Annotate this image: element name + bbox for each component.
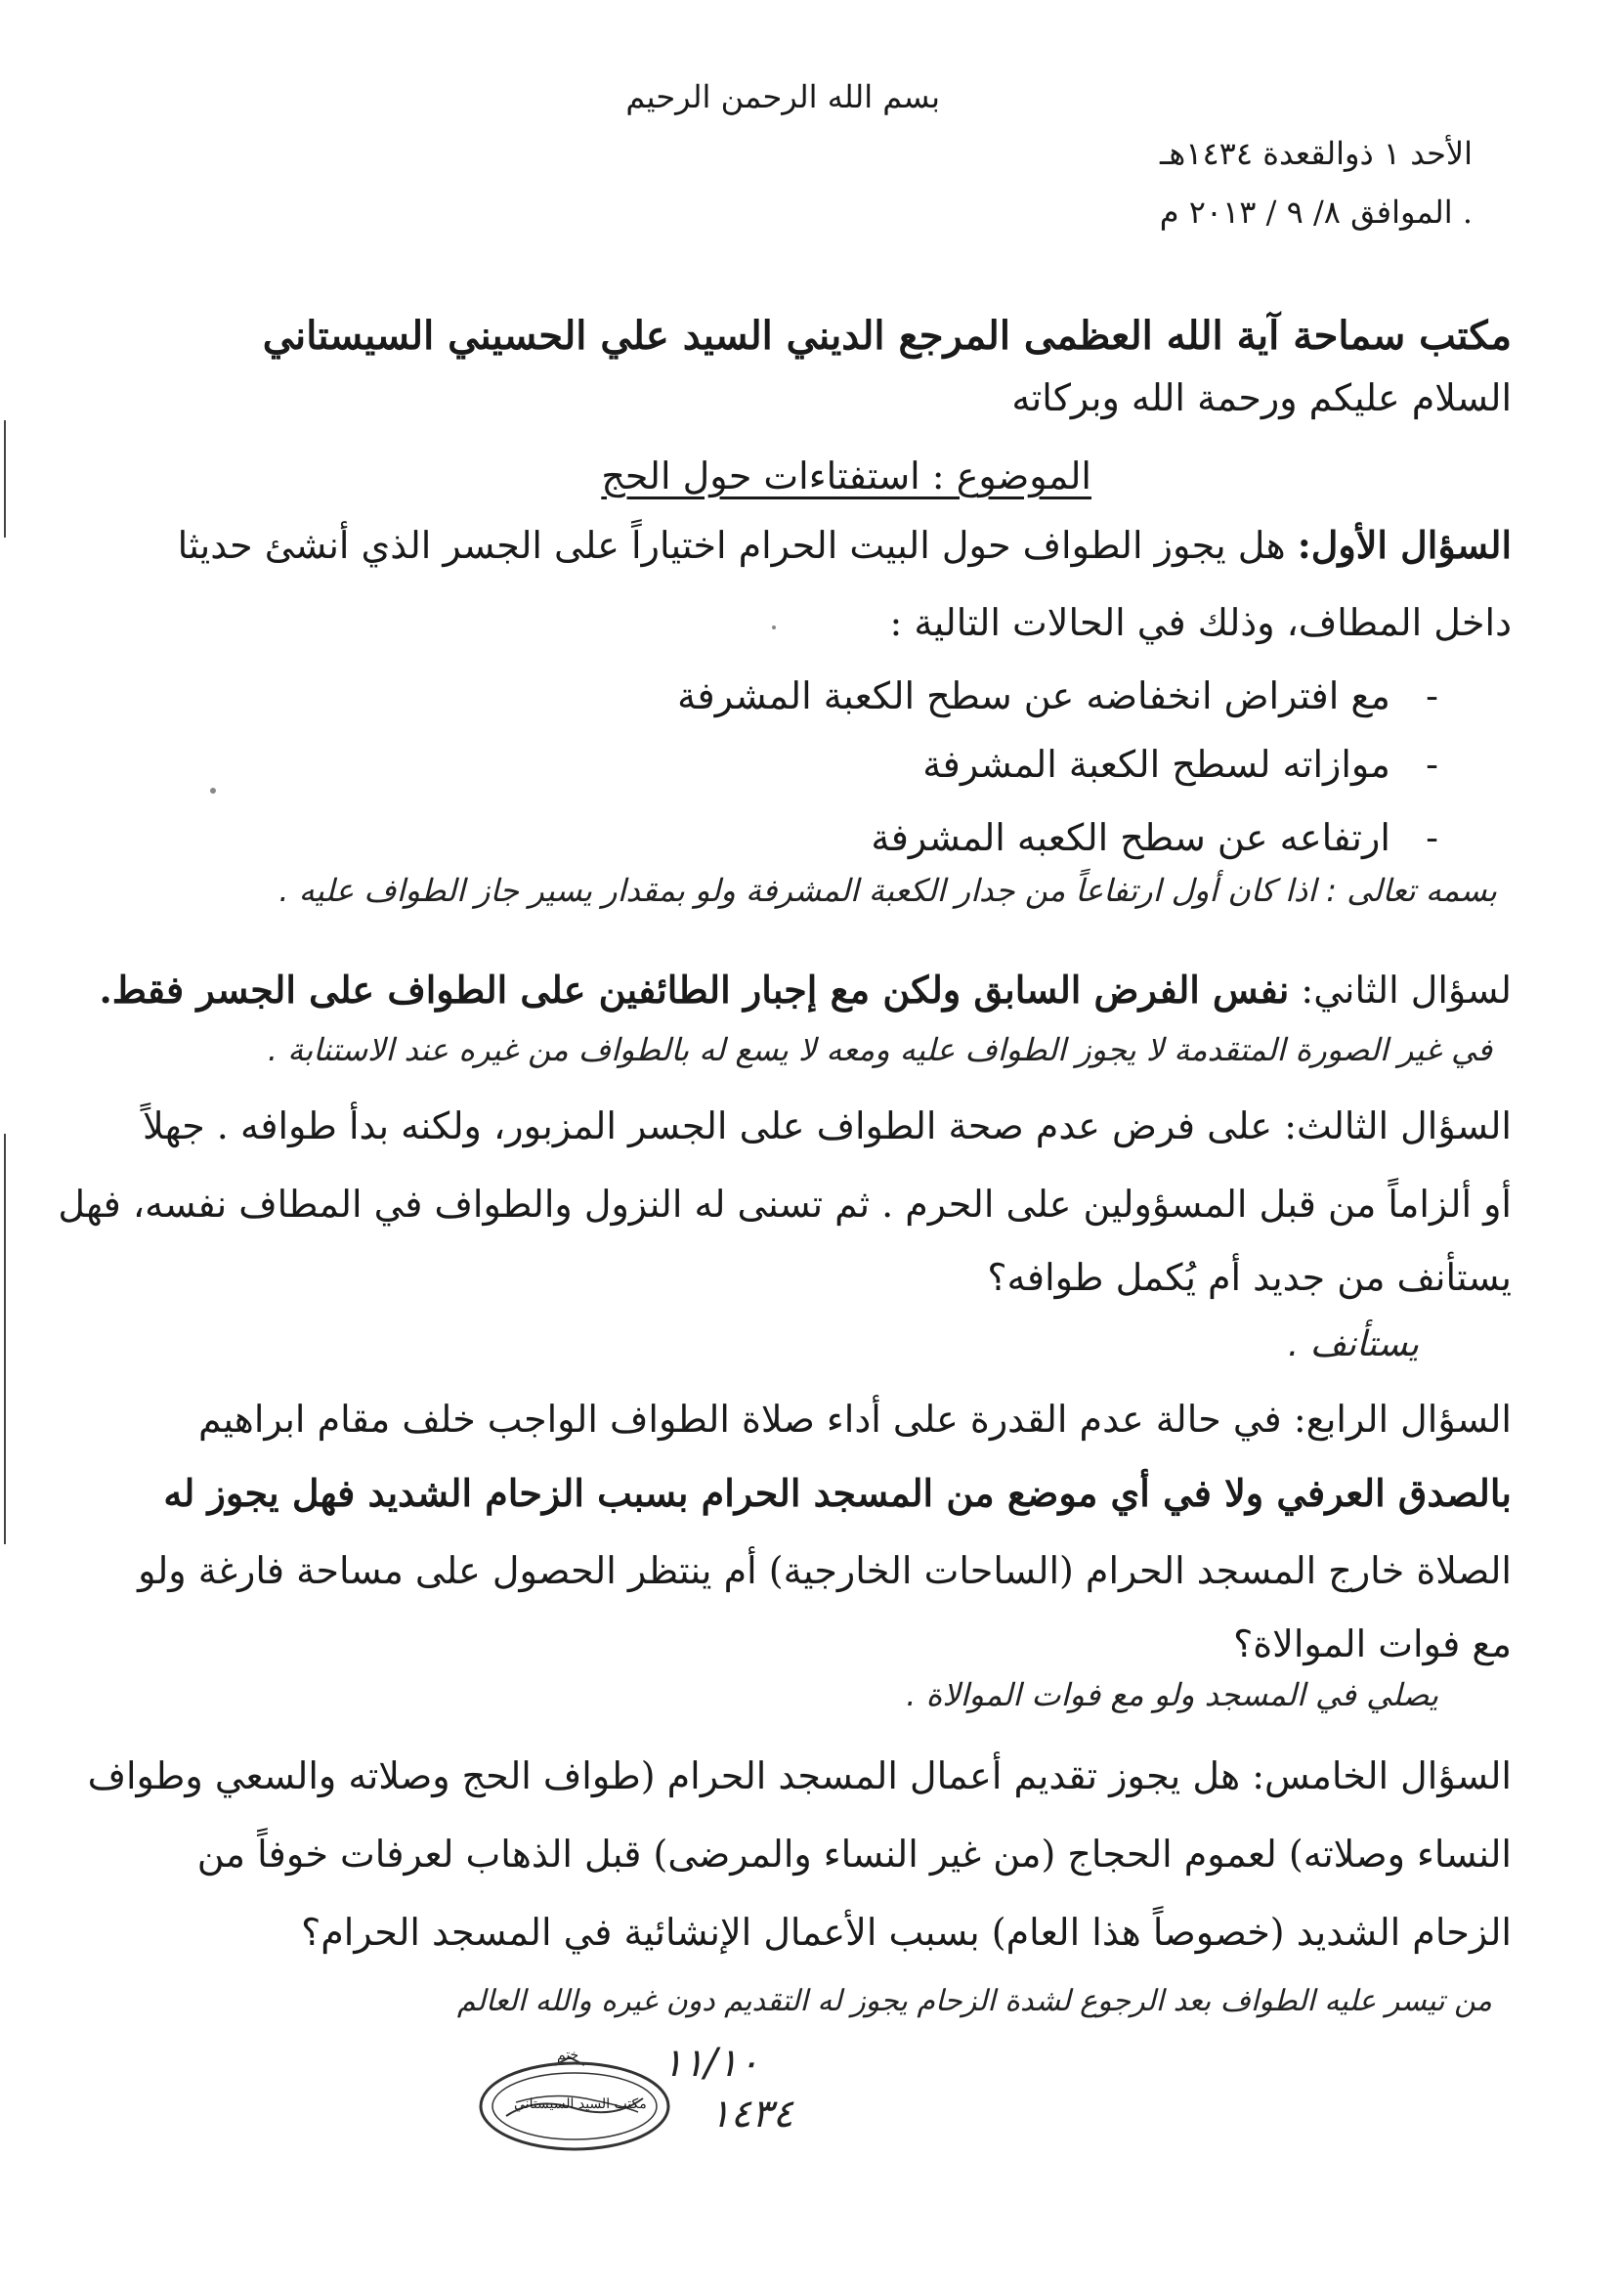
bullet-dash: -	[1389, 743, 1438, 786]
question-2-label: لسؤال الثاني:	[1301, 969, 1512, 1012]
official-seal	[477, 2048, 672, 2155]
question-5-line-2: النساء وصلاته) لعموم الحجاج (من غير النساء والمرضى) قبل الذهاب لعرفات خوفاً من	[196, 1833, 1512, 1876]
bullet-dash: -	[1389, 674, 1438, 717]
handwritten-date-year: ١٤٣٤	[709, 2092, 793, 2137]
scan-edge-line	[4, 420, 6, 538]
office-addressee: مكتب سماحة آية الله العظمى المرجع الديني السيد علي الحسيني السيستاني	[262, 313, 1512, 359]
case-item-2	[922, 743, 1438, 788]
question-3-text: على فرض عدم صحة الطواف على الجسر المزبور، ولكنه بدأ طوافه . جهلاً	[143, 1104, 1273, 1147]
question-2-line	[99, 968, 1512, 1014]
question-2-text: نفس الفرض السابق ولكن مع إجبار الطائفين على الطواف على الجسر فقط.	[99, 968, 1290, 1012]
gregorian-date: . الموافق ٨/ ٩ / ٢٠١٣ م	[1159, 194, 1473, 231]
question-5-label: السؤال الخامس:	[1252, 1754, 1512, 1797]
answer-4-handwritten: يصلي في المسجد ولو مع فوات الموالاة .	[906, 1676, 1438, 1713]
case-text-3: ارتفاعه عن سطح الكعبه المشرفة	[871, 816, 1390, 859]
question-4-line-3: الصلاة خارج المسجد الحرام (الساحات الخارجية) أم ينتظر الحصول على مساحة فارغة ولو	[138, 1549, 1512, 1592]
question-1-line-2: داخل المطاف، وذلك في الحالات التالية :	[889, 601, 1512, 644]
question-5-text: هل يجوز تقديم أعمال المسجد الحرام (طواف الحج وصلاته والسعي وطواف	[87, 1754, 1241, 1797]
answer-1-handwritten: بسمه تعالى : اذا كان أول ارتفاعاً من جدار الكعبة المشرفة ولو بمقدار يسير جاز الطواف عليه .	[278, 872, 1497, 909]
question-4-line-2: بالصدق العرفي ولا في أي موضع من المسجد الحرام بسبب الزحام الشديد فهل يجوز له	[163, 1471, 1512, 1515]
question-4-label: السؤال الرابع:	[1293, 1398, 1512, 1441]
bullet-dash: -	[1389, 816, 1438, 859]
scan-edge-line	[4, 1134, 6, 1544]
question-1-text: هل يجوز الطواف حول البيت الحرام اختياراً على الجسر الذي أنشئ حديثا	[177, 524, 1286, 567]
hijri-date: الأحد ١ ذوالقعدة ١٤٣٤هـ	[1160, 135, 1473, 172]
answer-3-handwritten: يستأنف .	[1287, 1324, 1419, 1364]
seal-text: مكتب السيد السيستاني	[514, 2096, 647, 2112]
scan-speck	[772, 626, 776, 629]
basmala: بسم الله الرحمن الرحيم	[625, 78, 940, 115]
subject-line: الموضوع : استفتاءات حول الحج	[601, 454, 1091, 497]
case-item-1	[677, 674, 1438, 719]
question-4-line-1	[198, 1398, 1512, 1443]
question-5-line-1	[88, 1754, 1512, 1799]
question-5-line-3: الزحام الشديد (خصوصاً هذا العام) بسبب الأعمال الإنشائية في المسجد الحرام؟	[301, 1911, 1512, 1954]
scan-speck	[210, 788, 216, 794]
question-3-label: السؤال الثالث:	[1284, 1104, 1512, 1147]
case-item-3	[871, 816, 1438, 861]
handwritten-date-day: ١١/١٠	[662, 2041, 759, 2086]
answer-5-handwritten: من تيسر عليه الطواف بعد الرجوع لشدة الزحام يجوز له التقديم دون غيره والله العالم	[456, 1984, 1492, 2018]
case-text-2: موازاته لسطح الكعبة المشرفة	[922, 743, 1390, 786]
question-4-line-4: مع فوات الموالاة؟	[1233, 1622, 1512, 1665]
case-text-1: مع افتراض انخفاضه عن سطح الكعبة المشرفة	[677, 674, 1390, 717]
question-1-label: السؤال الأول:	[1297, 523, 1512, 567]
answer-2-handwritten: في غير الصورة المتقدمة لا يجوز الطواف عليه ومعه لا يسع له بالطواف من غيره عند الاستنابة .	[267, 1031, 1492, 1068]
seal-caption: ختم	[557, 2048, 579, 2063]
question-3-line-3: يستأنف من جديد أم يُكمل طوافه؟	[987, 1256, 1512, 1299]
question-1-line-1	[178, 523, 1512, 569]
question-3-line-2: أو ألزاماً من قبل المسؤولين على الحرم . ثم تسنى له النزول والطواف في المطاف نفسه، فهل	[58, 1183, 1512, 1226]
greeting: السلام عليكم ورحمة الله وبركاته	[1011, 376, 1512, 419]
question-3-line-1	[143, 1104, 1512, 1149]
question-4-text: في حالة عدم القدرة على أداء صلاة الطواف الواجب خلف مقام ابراهيم	[198, 1398, 1282, 1441]
